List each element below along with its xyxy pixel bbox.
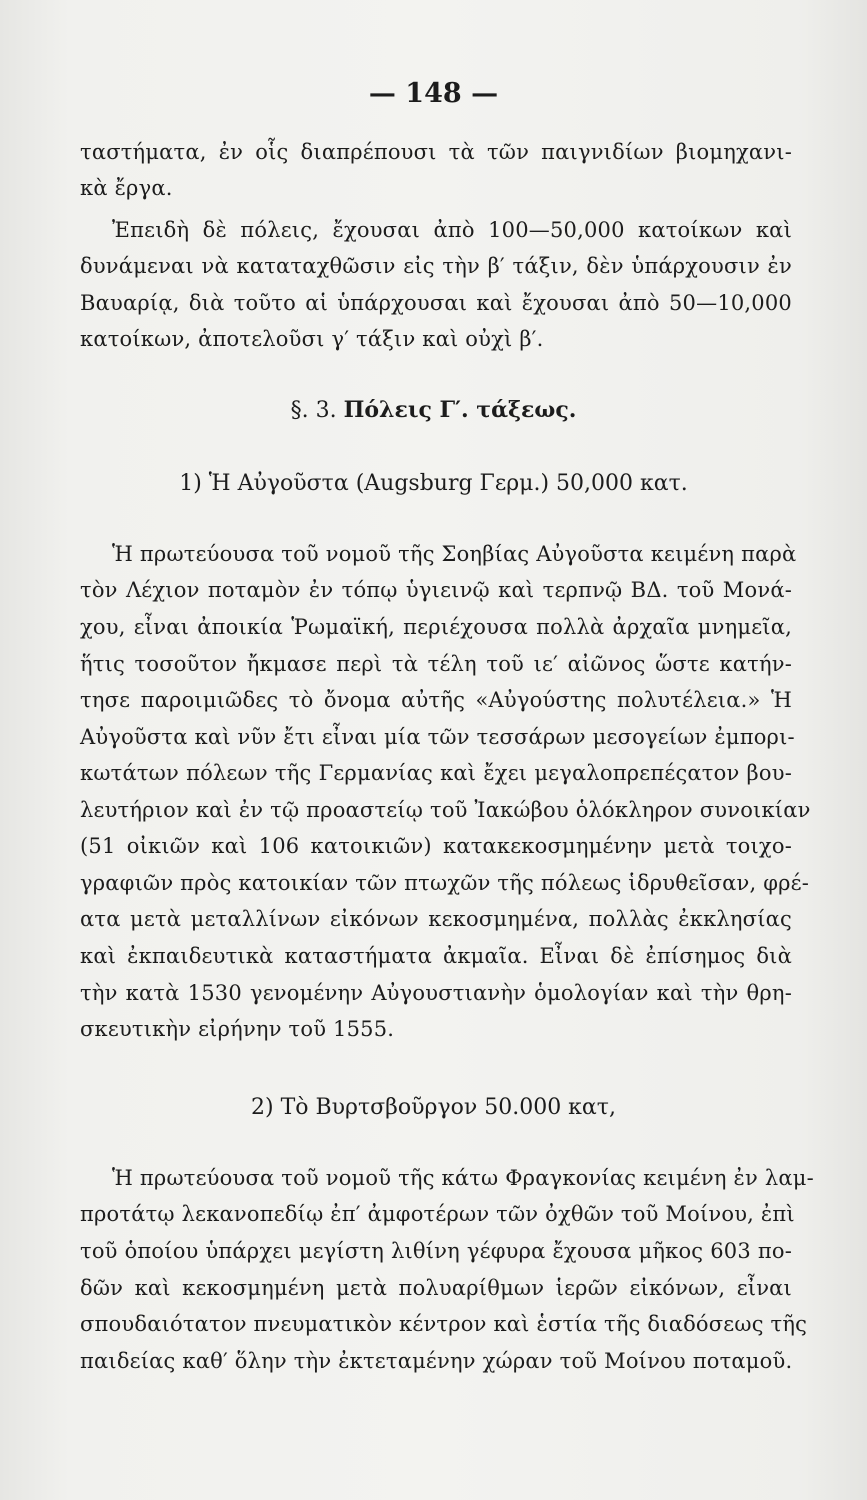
text-line: Αὐγοῦστα καὶ νῦν ἔτι εἶναι μία τῶν τεσσάρων μεσογείων ἐμπορι- [80, 725, 795, 749]
page-number: — 148 — [368, 78, 499, 109]
text-line: παιδείας καθ′ ὅλην τὴν ἐκτεταμένην χώραν τοῦ Μοίνου ποταμοῦ. [80, 1349, 793, 1373]
text-line: ατα μετὰ μεταλλίνων εἰκόνων κεκοσμημένα, πολλὰς ἐκκλησίας [80, 907, 792, 931]
text-line: τησε παροιμιῶδες τὸ ὄνομα αὐτῆς «Αὐγούστης πολυτέλεια.» Ἡ [80, 688, 792, 712]
text-line: (51 οἰκιῶν καὶ 106 κατοικιῶν) κατακεκοσμημένην μετὰ τοιχο- [80, 834, 792, 858]
text-line: τοῦ ὁποίου ὑπάρχει μεγίστη λιθίνη γέφυρα ἔχουσα μῆκος 603 πο- [80, 1239, 792, 1263]
text-line: καὶ ἐκπαιδευτικὰ καταστήματα ἀκμαῖα. Εἶναι δὲ ἐπίσημος διὰ [80, 944, 792, 968]
text-line: σκευτικὴν εἰρήνην τοῦ 1555. [80, 1017, 395, 1041]
text-line: ἥτις τοσοῦτον ἤκμασε περὶ τὰ τέλη τοῦ ιε′ αἰῶνος ὥστε κατήν- [80, 652, 792, 676]
text-line: κατοίκων, ἀποτελοῦσι γ′ τάξιν καὶ οὐχὶ β′. [80, 327, 544, 351]
text-line: Βαυαρίᾳ, διὰ τοῦτο αἱ ὑπάρχουσαι καὶ ἔχουσαι ἀπὸ 50—10,000 [80, 291, 792, 315]
text-line: χου, εἶναι ἀποικία Ῥωμαϊκή, περιέχουσα πολλὰ ἀρχαῖα μνημεῖα, [80, 615, 792, 639]
city-heading: 1) Ἡ Αὐγοῦστα (Augsburg Γερμ.) 50,000 κατ. [179, 471, 688, 496]
text-line: κωτάτων πόλεων τῆς Γερμανίας καὶ ἔχει μεγαλοπρεπέςατον βου- [80, 761, 792, 785]
text-line: Ἐπειδὴ δὲ πόλεις, ἔχουσαι ἀπὸ 100—50,000 κατοίκων καὶ [112, 218, 792, 242]
city-heading: 2) Τὸ Βυρτσβοῦργον 50.000 κατ, [251, 1095, 616, 1120]
text-line: Ἡ πρωτεύουσα τοῦ νομοῦ τῆς Σοηβίας Αὐγοῦστα κειμένη παρὰ [112, 542, 797, 566]
section-heading [0, 393, 867, 428]
text-line: ταστήματα, ἐν οἷς διαπρέπουσι τὰ τῶν παιγνιδίων βιομηχανι- [80, 140, 792, 164]
section-number: §. 3. [290, 398, 337, 423]
text-line: κὰ ἔργα. [80, 176, 173, 200]
text-line: γραφιῶν πρὸς κατοικίαν τῶν πτωχῶν τῆς πόλεως ἱδρυθεῖσαν, φρέ- [80, 871, 810, 895]
text-line: προτάτῳ λεκανοπεδίῳ ἐπ′ ἀμφοτέρων τῶν ὀχθῶν τοῦ Μοίνου, ἐπὶ [80, 1202, 795, 1226]
text-line: σπουδαιότατον πνευματικὸν κέντρον καὶ ἑστία τῆς διαδόσεως τῆς [80, 1312, 808, 1336]
text-line: τὴν κατὰ 1530 γενομένην Αὐγουστιανὴν ὁμολογίαν καὶ τὴν θρη- [80, 981, 792, 1005]
text-line: Ἡ πρωτεύουσα τοῦ νομοῦ τῆς κάτω Φραγκονίας κειμένη ἐν λαμ- [112, 1166, 814, 1190]
text-line: τὸν Λέχιον ποταμὸν ἐν τόπῳ ὑγιεινῷ καὶ τερπνῷ ΒΔ. τοῦ Μονά- [80, 578, 792, 602]
section-title: Πόλεις Γ′. τάξεως. [343, 397, 577, 423]
text-line: δυνάμεναι νὰ καταταχθῶσιν εἰς τὴν β′ τάξιν, δὲν ὑπάρχουσιν ἐν [80, 254, 792, 278]
text-line: δῶν καὶ κεκοσμημένη μετὰ πολυαρίθμων ἱερῶν εἰκόνων, εἶναι [80, 1276, 792, 1300]
text-line: λευτήριον καὶ ἐν τῷ προαστείῳ τοῦ Ἰακώβου ὁλόκληρον συνοικίαν [80, 798, 811, 822]
